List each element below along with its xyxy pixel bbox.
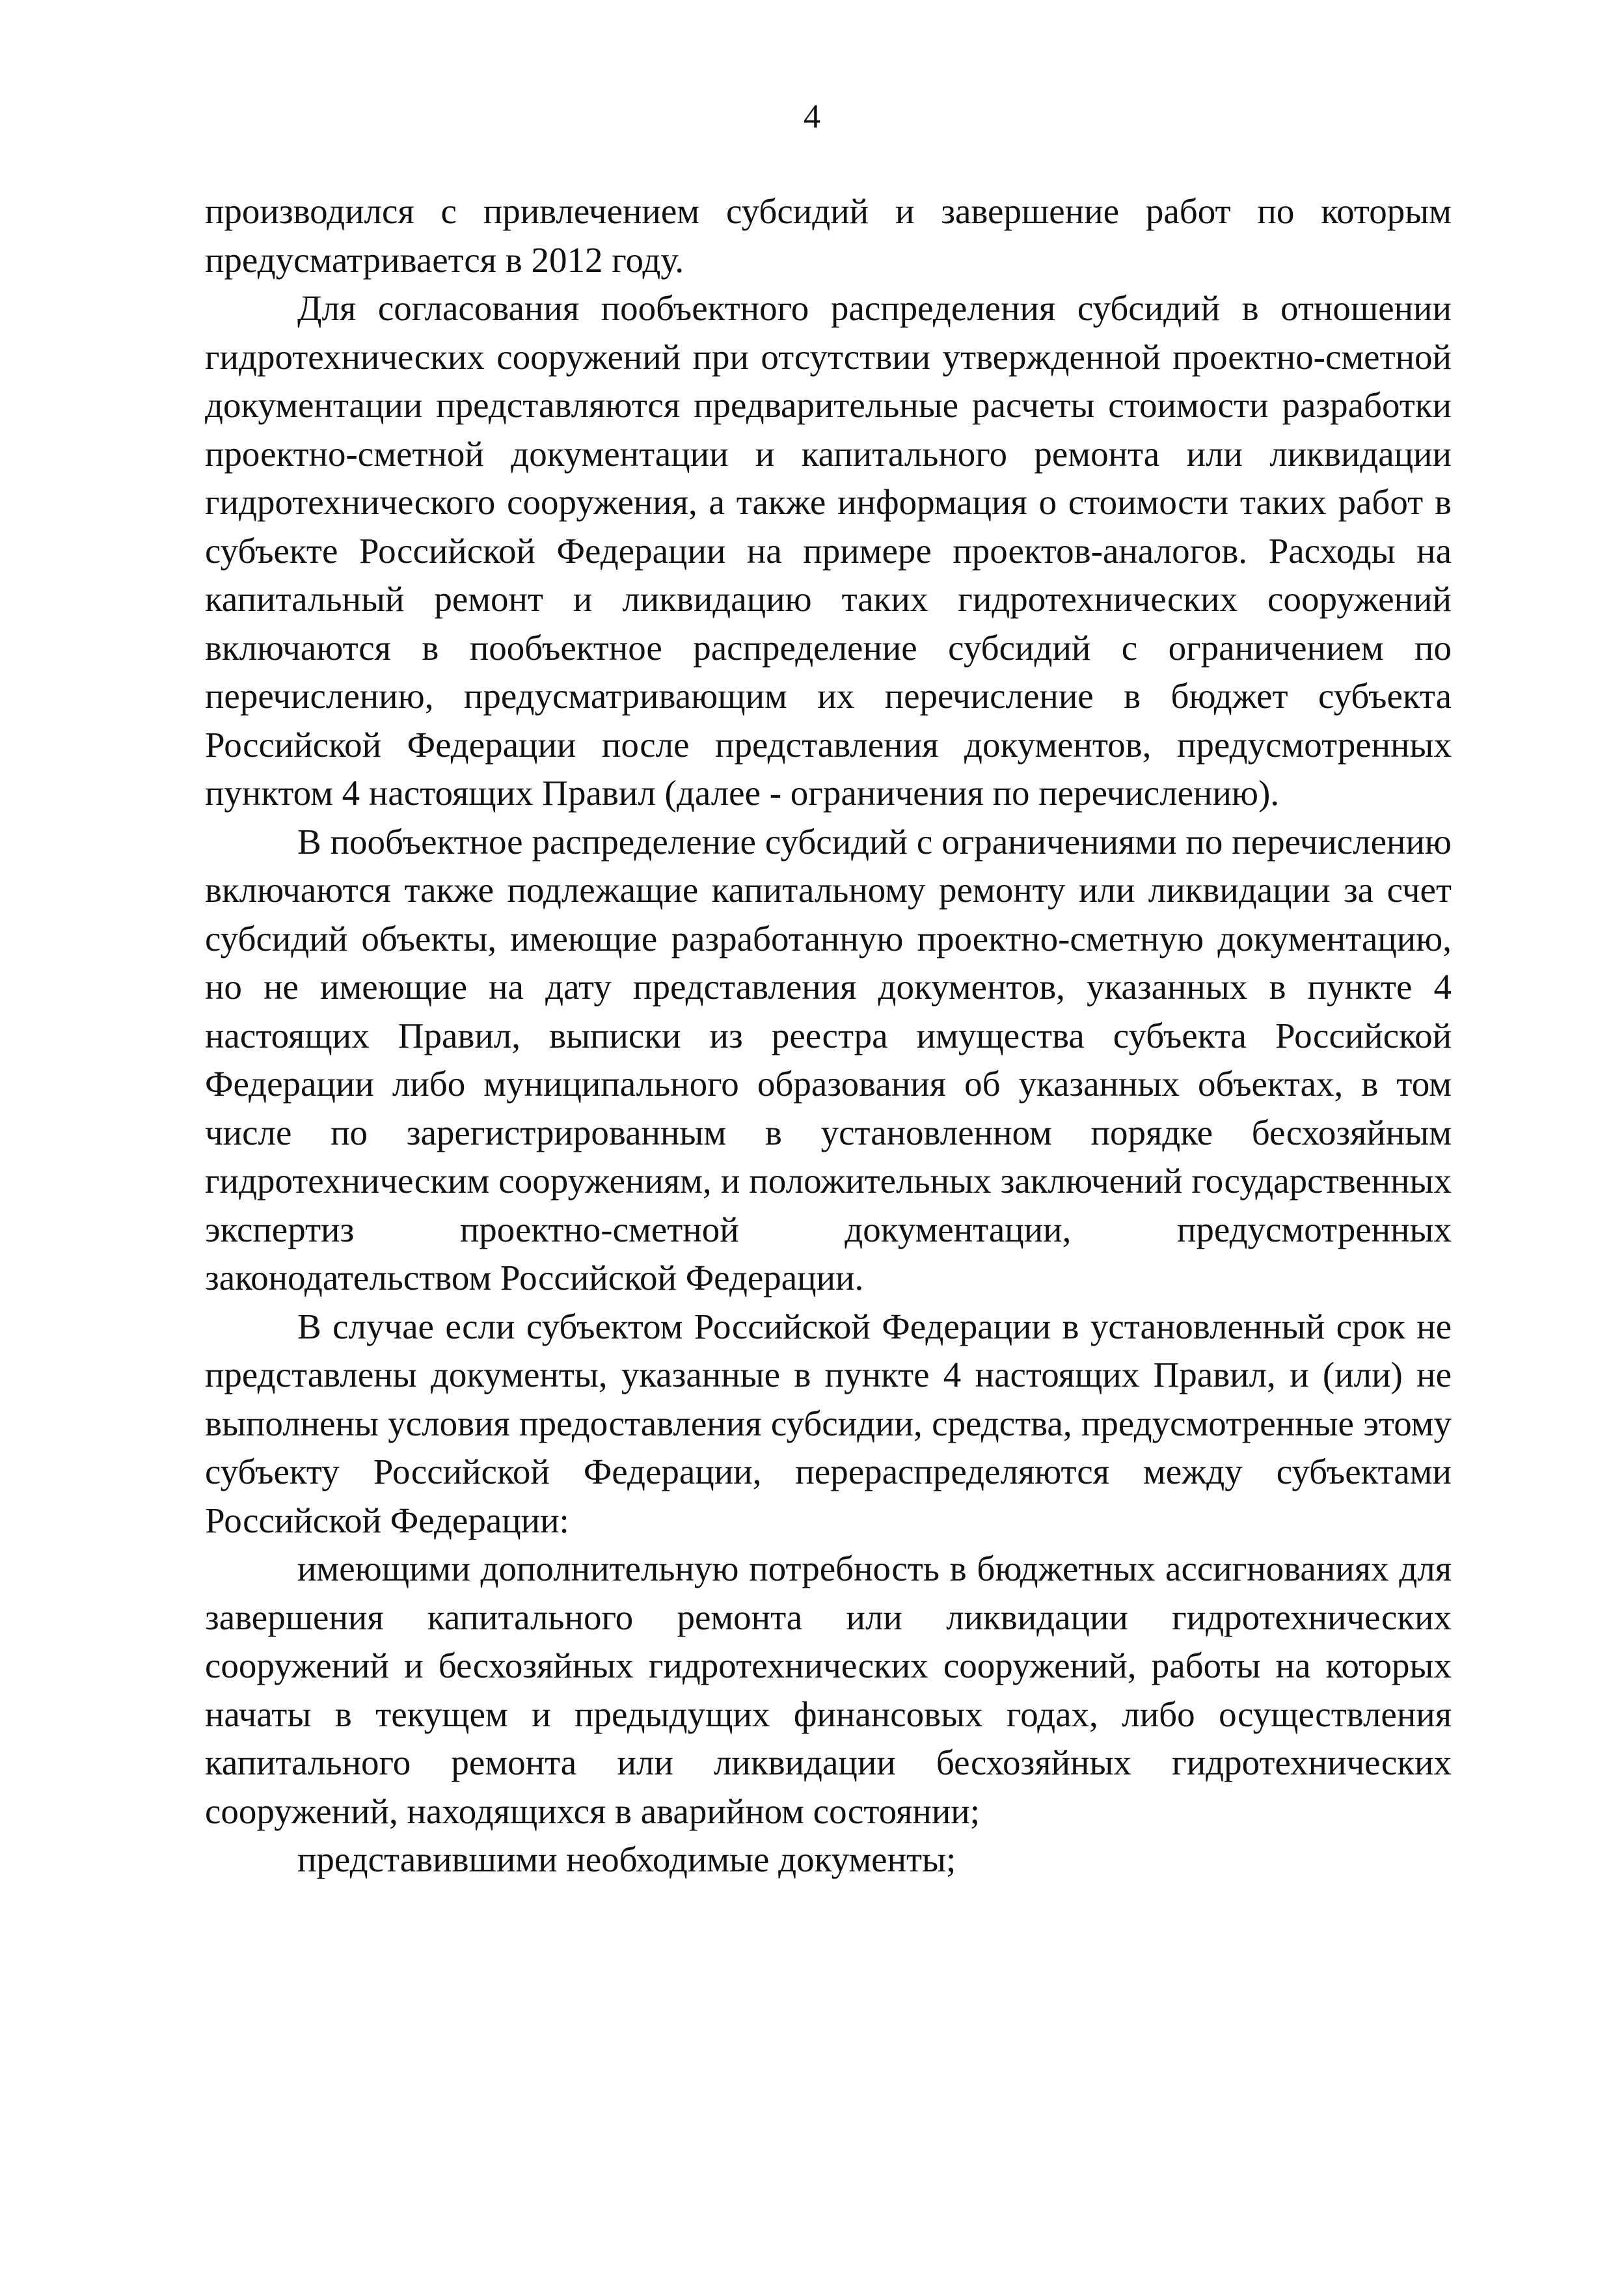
- paragraph-transfer-restrictions: В пообъектное распределение субсидий с ограничениями по перечислению включаются также подлежащие капитальному ремонту или ликвидации за счет субсидий объекты, имеющие разработанную проектно-сметную документацию, но не имеющие на дату представления документов, указанных в пункте 4 настоящих Правил, выписки из реестра имущества субъекта Российской Федерации либо муниципального образования об указанных объектах, в том числе по зарегистрированным в установленном порядке бесхозяйным гидротехническим сооружениям, и положительных заключений государственных экспертиз проектно-сметной документации, предусмотренных законодательством Российской Федерации.: [205, 821, 1452, 1297]
- paragraph-approval-calculations: Для согласования пообъектного распределения субсидий в отношении гидротехнических сооружений при отсутствии утвержденной проектно-сметной документации представляются предварительные расчеты стоимости разработки проектно-сметной документации и капитального ремонта или ликвидации гидротехнического сооружения, а также информация о стоимости таких работ в субъекте Российской Федерации на примере проектов-аналогов. Расходы на капитальный ремонт и ликвидацию таких гидротехнических сооружений включаются в пообъектное распределение субсидий с ограничением по перечислению, предусматривающим их перечисление в бюджет субъекта Российской Федерации после представления документов, предусмотренных пунктом 4 настоящих Правил (далее - ограничения по перечислению).: [205, 288, 1452, 813]
- document-body: [205, 187, 1452, 1884]
- page-number: 4: [804, 98, 820, 135]
- paragraph-additional-need: имеющими дополнительную потребность в бюджетных ассигнованиях для завершения капитального ремонта или ликвидации гидротехнических сооружений и бесхозяйных гидротехнических сооружений, работы на которых начаты в текущем и предыдущих финансовых годах, либо осуществления капитального ремонта или ликвидации бесхозяйных гидротехнических сооружений, находящихся в аварийном состоянии;: [205, 1549, 1452, 1831]
- paragraph-continuation: производился с привлечением субсидий и завершение работ по которым предусматривается в 2012 году.: [205, 191, 1452, 280]
- paragraph-documents-submitted: представившими необходимые документы;: [297, 1840, 956, 1879]
- paragraph-redistribution: В случае если субъектом Российской Федерации в установленный срок не представлены документы, указанные в пункте 4 настоящих Правил, и (или) не выполнены условия предоставления субсидии, средства, предусмотренные этому субъекту Российской Федерации, перераспределяются между субъектами Российской Федерации:: [205, 1306, 1452, 1540]
